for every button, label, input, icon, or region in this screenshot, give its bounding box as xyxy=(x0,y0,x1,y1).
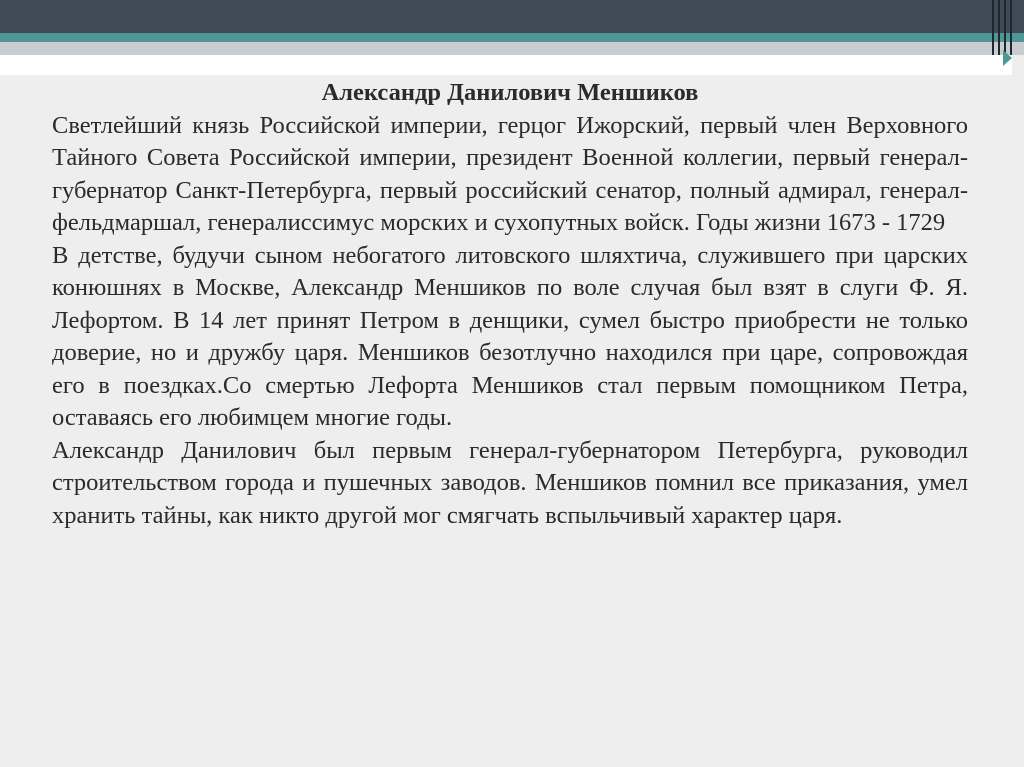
header-dark-bar xyxy=(0,0,1024,33)
header-light-bar xyxy=(0,42,1024,55)
paragraph-intro: Светлейший князь Российской империи, герцог Ижорский, первый член Верховного Тайного Совета Российской империи, президент Военной коллегии, первый генерал-губернатор Санкт-Петербурга, первый российский сенатор, полный адмирал, генерал-фельдмаршал, генералиссимус морских и сухопутных войск. Годы жизни 1673 - 1729 xyxy=(52,111,968,236)
chevron-right-icon xyxy=(1003,50,1012,66)
paragraph-childhood: В детстве, будучи сыном небогатого литовского шляхтича, служившего при царских конюшнях в Москве, Александр Меншиков по воле случая был взят в слуги Ф. Я. Лефортом. В 14 лет принят Петром в денщики, сумел быстро приобрести не только доверие, но и дружбу царя. Меншиков безотлучно находился при царе, сопровождая его в поездках.Со смертью Лефорта Меншиков стал первым помощником Петра, оставаясь его любимцем многие годы. xyxy=(52,241,968,431)
slide-content xyxy=(52,77,968,532)
header-accent-bar xyxy=(0,33,1024,42)
header-white-band xyxy=(0,55,1012,75)
header-stripes-decoration xyxy=(992,0,1016,55)
slide-title: Александр Данилович Меншиков xyxy=(321,79,699,106)
paragraph-governor: Александр Данилович был первым генерал-губернатором Петербурга, руководил строительством города и пушечных заводов. Меншиков помнил все приказания, умел хранить тайны, как никто другой мог смягчать вспыльчивый характер царя. xyxy=(52,436,968,529)
